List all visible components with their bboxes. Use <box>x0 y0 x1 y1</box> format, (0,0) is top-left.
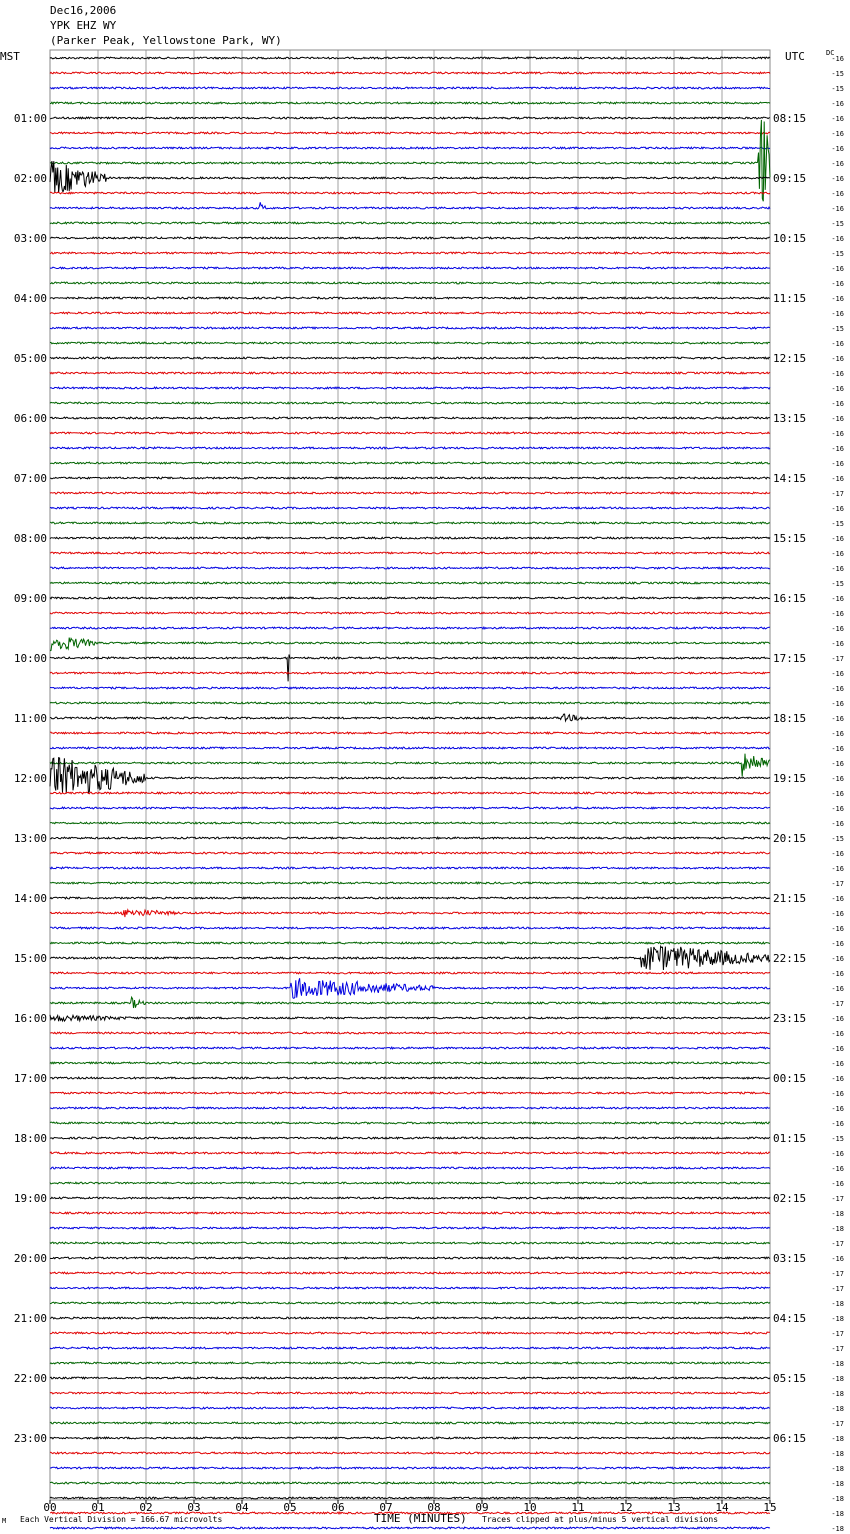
seismic-trace <box>50 297 770 299</box>
x-tick-label: 06 <box>331 1501 345 1514</box>
dc-offset-label: -15 <box>831 520 844 528</box>
dc-offset-label: -16 <box>831 640 844 648</box>
seismic-trace <box>50 822 770 824</box>
utc-hour-label: 19:15 <box>773 772 807 785</box>
mst-hour-label: 03:00 <box>13 232 47 245</box>
dc-offset-label: -16 <box>831 685 844 693</box>
seismic-trace <box>50 1047 770 1049</box>
mst-hour-label: 08:00 <box>13 532 47 545</box>
dc-offset-label: -16 <box>831 190 844 198</box>
seismic-trace <box>50 997 770 1008</box>
mst-hour-label: 04:00 <box>13 292 47 305</box>
seismic-trace <box>50 1197 770 1199</box>
seismic-trace <box>50 1257 770 1259</box>
dc-offset-label: -16 <box>831 1045 844 1053</box>
seismic-trace <box>50 972 770 974</box>
dc-offset-label: -17 <box>831 1240 844 1248</box>
seismic-trace <box>50 747 770 749</box>
mst-hour-label: 13:00 <box>13 832 47 845</box>
chart-location: (Parker Peak, Yellowstone Park, WY) <box>50 34 282 47</box>
dc-offset-label: -18 <box>831 1405 844 1413</box>
seismic-trace <box>50 1152 770 1154</box>
seismic-trace <box>50 1092 770 1094</box>
seismic-trace <box>50 192 770 194</box>
mst-hour-label: 20:00 <box>13 1252 47 1265</box>
seismic-trace <box>50 567 770 569</box>
dc-offset-label: -17 <box>831 490 844 498</box>
seismic-trace <box>50 1332 770 1334</box>
utc-hour-label: 17:15 <box>773 652 807 665</box>
dc-offset-label: -16 <box>831 445 844 453</box>
seismic-trace <box>50 507 770 509</box>
seismic-trace <box>50 161 770 193</box>
seismic-trace <box>50 687 770 689</box>
mst-hour-label: 16:00 <box>13 1012 47 1025</box>
dc-offset-label: -18 <box>831 1435 844 1443</box>
seismic-trace <box>50 612 770 614</box>
utc-hour-label: 14:15 <box>773 472 807 485</box>
dc-offset-label: -16 <box>831 1180 844 1188</box>
dc-offset-label: -16 <box>831 430 844 438</box>
dc-offset-label: -16 <box>831 505 844 513</box>
x-axis-label: TIME (MINUTES) <box>374 1512 467 1525</box>
dc-offset-label: -16 <box>831 175 844 183</box>
seismic-trace <box>50 714 770 721</box>
seismic-trace <box>50 282 770 284</box>
dc-offset-label: -16 <box>831 295 844 303</box>
dc-offset-label: -18 <box>831 1450 844 1458</box>
dc-offset-label: -16 <box>831 1105 844 1113</box>
utc-hour-label: 21:15 <box>773 892 807 905</box>
seismic-trace <box>50 1497 770 1499</box>
seismic-trace <box>50 702 770 704</box>
dc-offset-label: -16 <box>831 820 844 828</box>
dc-offset-label: -16 <box>831 925 844 933</box>
chart-station: YPK EHZ WY <box>50 19 117 32</box>
dc-offset-label: -16 <box>831 865 844 873</box>
dc-offset-label: -16 <box>831 595 844 603</box>
dc-offset-label: -16 <box>831 340 844 348</box>
dc-offset-label: -16 <box>831 1015 844 1023</box>
right-timezone-label: UTC <box>785 50 805 63</box>
seismic-trace <box>50 732 770 734</box>
dc-offset-label: -16 <box>831 265 844 273</box>
seismic-trace <box>50 852 770 854</box>
dc-offset-label: -16 <box>831 370 844 378</box>
utc-hour-label: 02:15 <box>773 1192 807 1205</box>
dc-offset-label: -16 <box>831 475 844 483</box>
mst-hour-label: 18:00 <box>13 1132 47 1145</box>
dc-offset-label: -16 <box>831 775 844 783</box>
utc-hour-label: 22:15 <box>773 952 807 965</box>
dc-offset-label: -17 <box>831 1270 844 1278</box>
dc-offset-label: -16 <box>831 460 844 468</box>
corner-mark: M <box>2 1517 7 1525</box>
mst-hour-label: 14:00 <box>13 892 47 905</box>
seismic-trace <box>50 1062 770 1064</box>
seismic-trace <box>50 432 770 434</box>
x-tick-label: 15 <box>763 1501 777 1514</box>
seismic-trace <box>50 202 770 209</box>
seismic-trace <box>50 252 770 254</box>
mst-hour-label: 06:00 <box>13 412 47 425</box>
dc-offset-label: -16 <box>831 1030 844 1038</box>
dc-offset-label: -16 <box>831 310 844 318</box>
dc-offset-label: -16 <box>831 115 844 123</box>
seismic-trace <box>50 477 770 479</box>
dc-offset-label: -18 <box>831 1465 844 1473</box>
dc-offset-label: -15 <box>831 220 844 228</box>
seismic-trace <box>50 754 770 777</box>
dc-offset-label: -18 <box>831 1210 844 1218</box>
dc-offset-label: -15 <box>831 325 844 333</box>
dc-offset-label: -16 <box>831 1060 844 1068</box>
seismic-trace <box>50 117 770 119</box>
utc-hour-label: 23:15 <box>773 1012 807 1025</box>
dc-offset-label: -15 <box>831 580 844 588</box>
dc-offset-label: -18 <box>831 1510 844 1518</box>
x-tick-label: 07 <box>379 1501 393 1514</box>
x-tick-label: 05 <box>283 1501 297 1514</box>
seismic-trace <box>50 1137 770 1139</box>
dc-offset-label: -16 <box>831 1120 844 1128</box>
seismic-trace <box>50 312 770 314</box>
utc-hour-label: 12:15 <box>773 352 807 365</box>
seismic-trace <box>50 1317 770 1319</box>
dc-offset-label: -16 <box>831 1150 844 1158</box>
seismic-trace <box>50 1527 770 1529</box>
dc-offset-label: -16 <box>831 100 844 108</box>
dc-offset-label: -18 <box>831 1375 844 1383</box>
dc-offset-label: -15 <box>831 85 844 93</box>
seismic-trace <box>50 672 770 674</box>
seismic-trace <box>50 1302 770 1304</box>
seismic-trace <box>50 327 770 329</box>
dc-offset-label: -15 <box>831 70 844 78</box>
dc-offset-label: -16 <box>831 400 844 408</box>
seismic-trace <box>50 597 770 599</box>
dc-offset-label: -17 <box>831 655 844 663</box>
clip-note: Traces clipped at plus/minus 5 vertical divisions <box>482 1515 719 1524</box>
dc-offset-label: -16 <box>831 700 844 708</box>
dc-offset-label: -16 <box>831 205 844 213</box>
seismic-trace <box>50 867 770 869</box>
seismic-trace <box>50 537 770 539</box>
seismic-trace <box>50 1482 770 1484</box>
seismic-trace <box>50 1347 770 1349</box>
utc-hour-label: 09:15 <box>773 172 807 185</box>
x-tick-label: 01 <box>91 1501 105 1514</box>
mst-hour-label: 02:00 <box>13 172 47 185</box>
dc-offset-label: -16 <box>831 415 844 423</box>
dc-offset-label: -16 <box>831 805 844 813</box>
dc-offset-label: -18 <box>831 1390 844 1398</box>
utc-hour-label: 18:15 <box>773 712 807 725</box>
x-tick-label: 02 <box>139 1501 153 1514</box>
seismic-trace <box>50 792 770 794</box>
utc-hour-label: 13:15 <box>773 412 807 425</box>
seismic-trace <box>50 1107 770 1109</box>
seismic-trace <box>50 372 770 374</box>
seismic-trace <box>50 1227 770 1229</box>
x-tick-label: 14 <box>715 1501 729 1514</box>
seismic-trace <box>50 910 770 917</box>
dc-offset-label: -18 <box>831 1480 844 1488</box>
dc-offset-label: -16 <box>831 235 844 243</box>
x-tick-label: 13 <box>667 1501 681 1514</box>
seismic-trace <box>50 357 770 359</box>
dc-column-label: DC <box>826 49 835 57</box>
seismic-trace <box>50 1077 770 1079</box>
dc-offset-label: -16 <box>831 850 844 858</box>
seismic-trace <box>50 1167 770 1169</box>
mst-hour-label: 10:00 <box>13 652 47 665</box>
dc-offset-label: -16 <box>831 715 844 723</box>
x-tick-label: 12 <box>619 1501 633 1514</box>
utc-hour-label: 04:15 <box>773 1312 807 1325</box>
x-tick-label: 04 <box>235 1501 249 1514</box>
seismic-trace <box>50 342 770 344</box>
utc-hour-label: 08:15 <box>773 112 807 125</box>
seismic-trace <box>50 1242 770 1244</box>
dc-offset-label: -16 <box>831 910 844 918</box>
seismic-trace <box>50 417 770 419</box>
seismic-trace <box>50 1032 770 1034</box>
mst-hour-label: 21:00 <box>13 1312 47 1325</box>
mst-hour-label: 15:00 <box>13 952 47 965</box>
dc-offset-label: -16 <box>831 1255 844 1263</box>
seismic-trace <box>50 222 770 224</box>
dc-offset-label: -16 <box>831 955 844 963</box>
dc-offset-label: -16 <box>831 565 844 573</box>
seismic-trace <box>50 1392 770 1394</box>
dc-offset-label: -17 <box>831 1000 844 1008</box>
seismic-trace <box>50 946 770 970</box>
seismic-trace <box>50 1212 770 1214</box>
seismic-trace <box>50 102 770 104</box>
seismic-trace <box>50 978 770 998</box>
mst-hour-label: 12:00 <box>13 772 47 785</box>
mst-hour-label: 17:00 <box>13 1072 47 1085</box>
utc-hour-label: 06:15 <box>773 1432 807 1445</box>
dc-offset-label: -16 <box>831 625 844 633</box>
seismic-trace <box>50 492 770 494</box>
seismic-trace <box>50 837 770 839</box>
dc-offset-label: -16 <box>831 670 844 678</box>
x-tick-label: 09 <box>475 1501 489 1514</box>
seismic-trace <box>50 1272 770 1274</box>
dc-offset-label: -16 <box>831 1165 844 1173</box>
seismic-trace <box>50 1122 770 1124</box>
seismic-trace <box>50 927 770 929</box>
seismic-trace <box>50 147 770 149</box>
seismic-trace <box>50 1407 770 1409</box>
dc-offset-label: -16 <box>831 55 844 63</box>
seismic-trace <box>50 807 770 809</box>
dc-offset-label: -16 <box>831 160 844 168</box>
dc-offset-label: -18 <box>831 1360 844 1368</box>
scale-note: Each Vertical Division = 166.67 microvolts <box>20 1515 223 1524</box>
utc-hour-label: 00:15 <box>773 1072 807 1085</box>
dc-offset-label: -16 <box>831 790 844 798</box>
seismic-trace <box>50 87 770 89</box>
seismic-trace <box>50 882 770 884</box>
utc-hour-label: 11:15 <box>773 292 807 305</box>
dc-offset-label: -18 <box>831 1525 844 1533</box>
dc-offset-label: -17 <box>831 1345 844 1353</box>
x-tick-label: 08 <box>427 1501 441 1514</box>
seismic-trace <box>50 402 770 404</box>
dc-offset-label: -16 <box>831 895 844 903</box>
utc-hour-label: 03:15 <box>773 1252 807 1265</box>
dc-offset-label: -16 <box>831 1075 844 1083</box>
dc-offset-label: -17 <box>831 1285 844 1293</box>
mst-hour-label: 05:00 <box>13 352 47 365</box>
mst-hour-label: 22:00 <box>13 1372 47 1385</box>
seismic-trace <box>50 552 770 554</box>
seismic-trace <box>50 1452 770 1454</box>
dc-offset-label: -16 <box>831 760 844 768</box>
seismic-trace <box>50 132 770 134</box>
mst-hour-label: 19:00 <box>13 1192 47 1205</box>
x-tick-label: 03 <box>187 1501 201 1514</box>
dc-offset-label: -16 <box>831 745 844 753</box>
seismic-trace <box>50 462 770 464</box>
seismic-trace <box>50 72 770 74</box>
dc-offset-label: -18 <box>831 1315 844 1323</box>
x-tick-label: 11 <box>571 1501 585 1514</box>
dc-offset-label: -16 <box>831 970 844 978</box>
mst-hour-label: 11:00 <box>13 712 47 725</box>
seismic-trace <box>50 1422 770 1424</box>
seismic-trace <box>50 1377 770 1379</box>
dc-offset-label: -16 <box>831 985 844 993</box>
seismic-trace <box>50 582 770 584</box>
dc-offset-label: -16 <box>831 610 844 618</box>
seismic-trace <box>50 1437 770 1439</box>
dc-offset-label: -16 <box>831 130 844 138</box>
x-tick-label: 00 <box>43 1501 57 1514</box>
seismic-trace <box>50 1287 770 1289</box>
seismic-trace <box>50 942 770 944</box>
seismic-trace <box>50 237 770 239</box>
dc-offset-label: -17 <box>831 880 844 888</box>
utc-hour-label: 10:15 <box>773 232 807 245</box>
dc-offset-label: -16 <box>831 550 844 558</box>
left-timezone-label: MST <box>0 50 20 63</box>
utc-hour-label: 01:15 <box>773 1132 807 1145</box>
utc-hour-label: 15:15 <box>773 532 807 545</box>
seismic-trace <box>50 638 770 651</box>
dc-offset-label: -17 <box>831 1195 844 1203</box>
dc-offset-label: -16 <box>831 535 844 543</box>
dc-offset-label: -16 <box>831 385 844 393</box>
mst-hour-label: 23:00 <box>13 1432 47 1445</box>
utc-hour-label: 05:15 <box>773 1372 807 1385</box>
x-tick-label: 10 <box>523 1501 537 1514</box>
chart-date: Dec16,2006 <box>50 4 117 17</box>
seismic-trace <box>50 57 770 59</box>
seismic-trace <box>50 267 770 269</box>
dc-offset-label: -17 <box>831 1420 844 1428</box>
dc-offset-label: -18 <box>831 1225 844 1233</box>
seismic-trace <box>50 447 770 449</box>
seismic-trace <box>50 387 770 389</box>
dc-offset-label: -16 <box>831 730 844 738</box>
mst-hour-label: 09:00 <box>13 592 47 605</box>
dc-offset-label: -16 <box>831 145 844 153</box>
seismic-trace <box>50 1467 770 1469</box>
seismic-trace <box>50 1362 770 1364</box>
seismic-trace <box>50 522 770 524</box>
dc-offset-label: -18 <box>831 1495 844 1503</box>
dc-offset-label: -15 <box>831 1135 844 1143</box>
seismic-trace <box>50 655 770 682</box>
dc-offset-label: -16 <box>831 1090 844 1098</box>
dc-offset-label: -15 <box>831 250 844 258</box>
dc-offset-label: -18 <box>831 1300 844 1308</box>
dc-offset-label: -16 <box>831 940 844 948</box>
seismic-trace <box>50 1182 770 1184</box>
dc-offset-label: -16 <box>831 355 844 363</box>
utc-hour-label: 16:15 <box>773 592 807 605</box>
seismic-trace <box>50 1015 770 1021</box>
dc-offset-label: -15 <box>831 835 844 843</box>
mst-hour-label: 07:00 <box>13 472 47 485</box>
seismic-trace <box>50 627 770 629</box>
utc-hour-label: 20:15 <box>773 832 807 845</box>
dc-offset-label: -17 <box>831 1330 844 1338</box>
mst-hour-label: 01:00 <box>13 112 47 125</box>
seismic-trace <box>50 897 770 899</box>
dc-offset-label: -16 <box>831 280 844 288</box>
